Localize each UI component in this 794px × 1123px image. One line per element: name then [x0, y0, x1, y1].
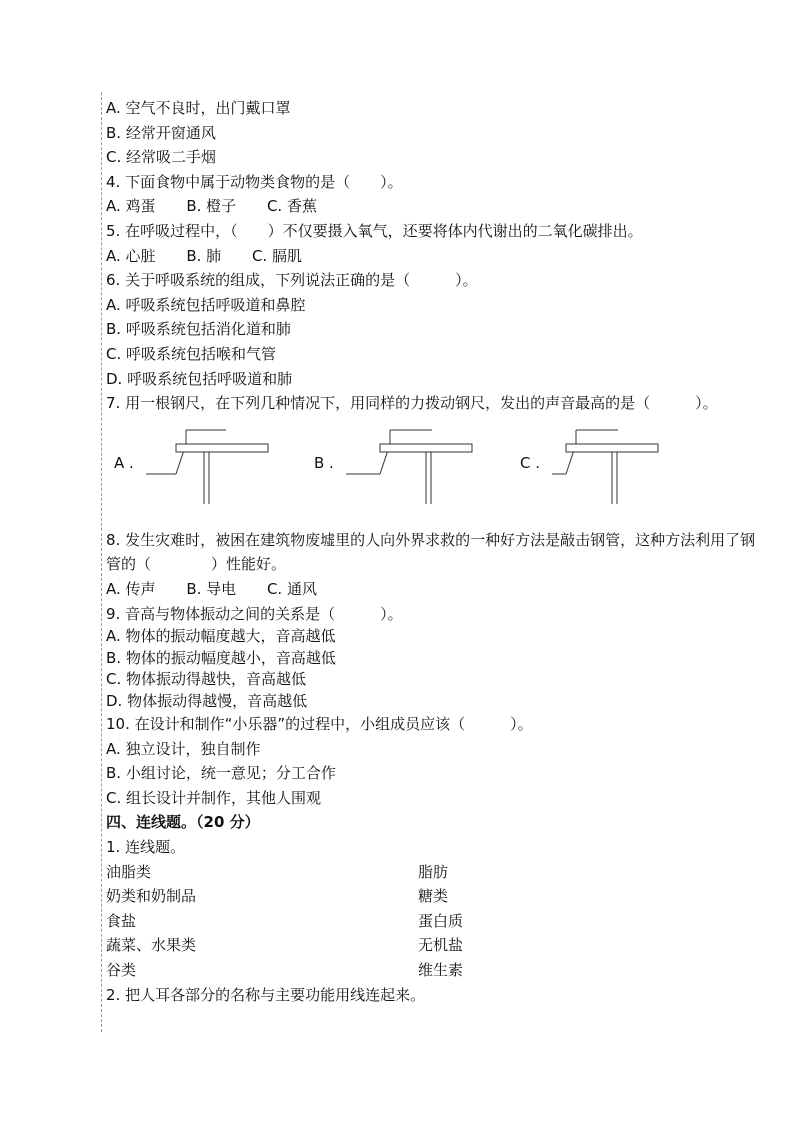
matching-right-item: 糖类	[418, 887, 449, 906]
q10-stem: 10. 在设计和制作“小乐器”的过程中，小组成员应该（ ）。	[106, 715, 533, 734]
q10-option-b: B. 小组讨论，统一意见；分工合作	[106, 764, 336, 783]
matching-left-item: 蔬菜、水果类	[106, 936, 197, 955]
matching-row	[106, 909, 766, 934]
q7-ruler-figures	[106, 416, 766, 528]
q10-option-a: A. 独立设计，独自制作	[106, 739, 261, 758]
matching-row	[106, 860, 766, 885]
q7-ruler-figure-b	[346, 416, 476, 506]
q8-options	[106, 577, 766, 602]
matching-left-item: 谷类	[106, 961, 137, 980]
q3-option-b: B. 经常开窗通风	[106, 123, 216, 142]
q8-option-a: A. 传声	[106, 579, 156, 598]
q8-option-c: C. 通风	[266, 579, 317, 598]
q4-options	[106, 194, 766, 219]
q5-options	[106, 244, 766, 269]
q5-option-b: B. 肺	[186, 246, 222, 265]
q7-stem: 7. 用一根钢尺，在下列几种情况下，用同样的力拨动钢尺，发出的声音最高的是（ ）。	[106, 394, 718, 413]
q9-stem: 9. 音高与物体振动之间的关系是（ ）。	[106, 604, 403, 623]
q6-option-c: C. 呼吸系统包括喉和气管	[106, 344, 277, 363]
matching-left-item: 油脂类	[106, 862, 152, 881]
q4-option-c: C. 香蕉	[266, 197, 317, 216]
section-4-q1-stem: 1. 连线题。	[106, 838, 186, 857]
q4-stem: 4. 下面食物中属于动物类食物的是（ ）。	[106, 172, 403, 191]
q3-option-c: C. 经常吸二手烟	[106, 148, 217, 167]
worksheet-content	[106, 96, 766, 1007]
section-4-q2-stem: 2. 把人耳各部分的名称与主要功能用线连起来。	[106, 985, 426, 1004]
q8-option-b: B. 导电	[186, 579, 237, 598]
q7-figure-label-b: B .	[314, 453, 334, 472]
q5-option-a: A. 心脏	[106, 246, 156, 265]
q9-option-b: B. 物体的振动幅度越小，音高越低	[106, 648, 336, 667]
q6-option-d: D. 呼吸系统包括呼吸道和肺	[106, 369, 293, 388]
matching-right-item: 蛋白质	[418, 911, 464, 930]
q6-option-a: A. 呼吸系统包括呼吸道和鼻腔	[106, 295, 306, 314]
q8-stem: 8. 发生灾难时，被困在建筑物废墟里的人向外界求救的一种好方法是敲击钢管，这种方法利用了钢管的（ ）性能好。	[106, 530, 756, 574]
q3-option-a: A. 空气不良时，出门戴口罩	[106, 99, 291, 117]
q7-ruler-figure-c	[552, 416, 682, 506]
q4-option-b: B. 橙子	[186, 197, 237, 216]
q5-option-c: C. 膈肌	[251, 246, 302, 265]
q7-figure-label-c: C .	[520, 453, 541, 472]
q6-option-b: B. 呼吸系统包括消化道和肺	[106, 320, 291, 339]
binding-margin-line	[101, 92, 102, 1032]
matching-left-item: 食盐	[106, 911, 137, 930]
section-4-title: 四、连线题。（20 分）	[106, 813, 260, 832]
matching-left-item: 奶类和奶制品	[106, 887, 197, 906]
matching-row	[106, 958, 766, 983]
q7-figure-label-a: A .	[114, 453, 134, 472]
q6-stem: 6. 关于呼吸系统的组成，下列说法正确的是（ ）。	[106, 271, 478, 290]
matching-right-item: 脂肪	[418, 862, 449, 881]
matching-row	[106, 884, 766, 909]
matching-right-item: 维生素	[418, 961, 464, 980]
q10-option-c: C. 组长设计并制作，其他人围观	[106, 788, 322, 807]
q7-ruler-figure-a	[146, 416, 276, 506]
q9-option-a: A. 物体的振动幅度越大，音高越低	[106, 627, 336, 646]
q4-option-a: A. 鸡蛋	[106, 197, 156, 216]
q9-option-c: C. 物体振动得越快，音高越低	[106, 670, 307, 689]
matching-right-item: 无机盐	[418, 936, 464, 955]
q9-option-d: D. 物体振动得越慢，音高越低	[106, 691, 308, 710]
q5-stem: 5. 在呼吸过程中，（ ）不仅要摄入氧气，还要将体内代谢出的二氧化碳排出。	[106, 221, 643, 240]
matching-row	[106, 933, 766, 958]
